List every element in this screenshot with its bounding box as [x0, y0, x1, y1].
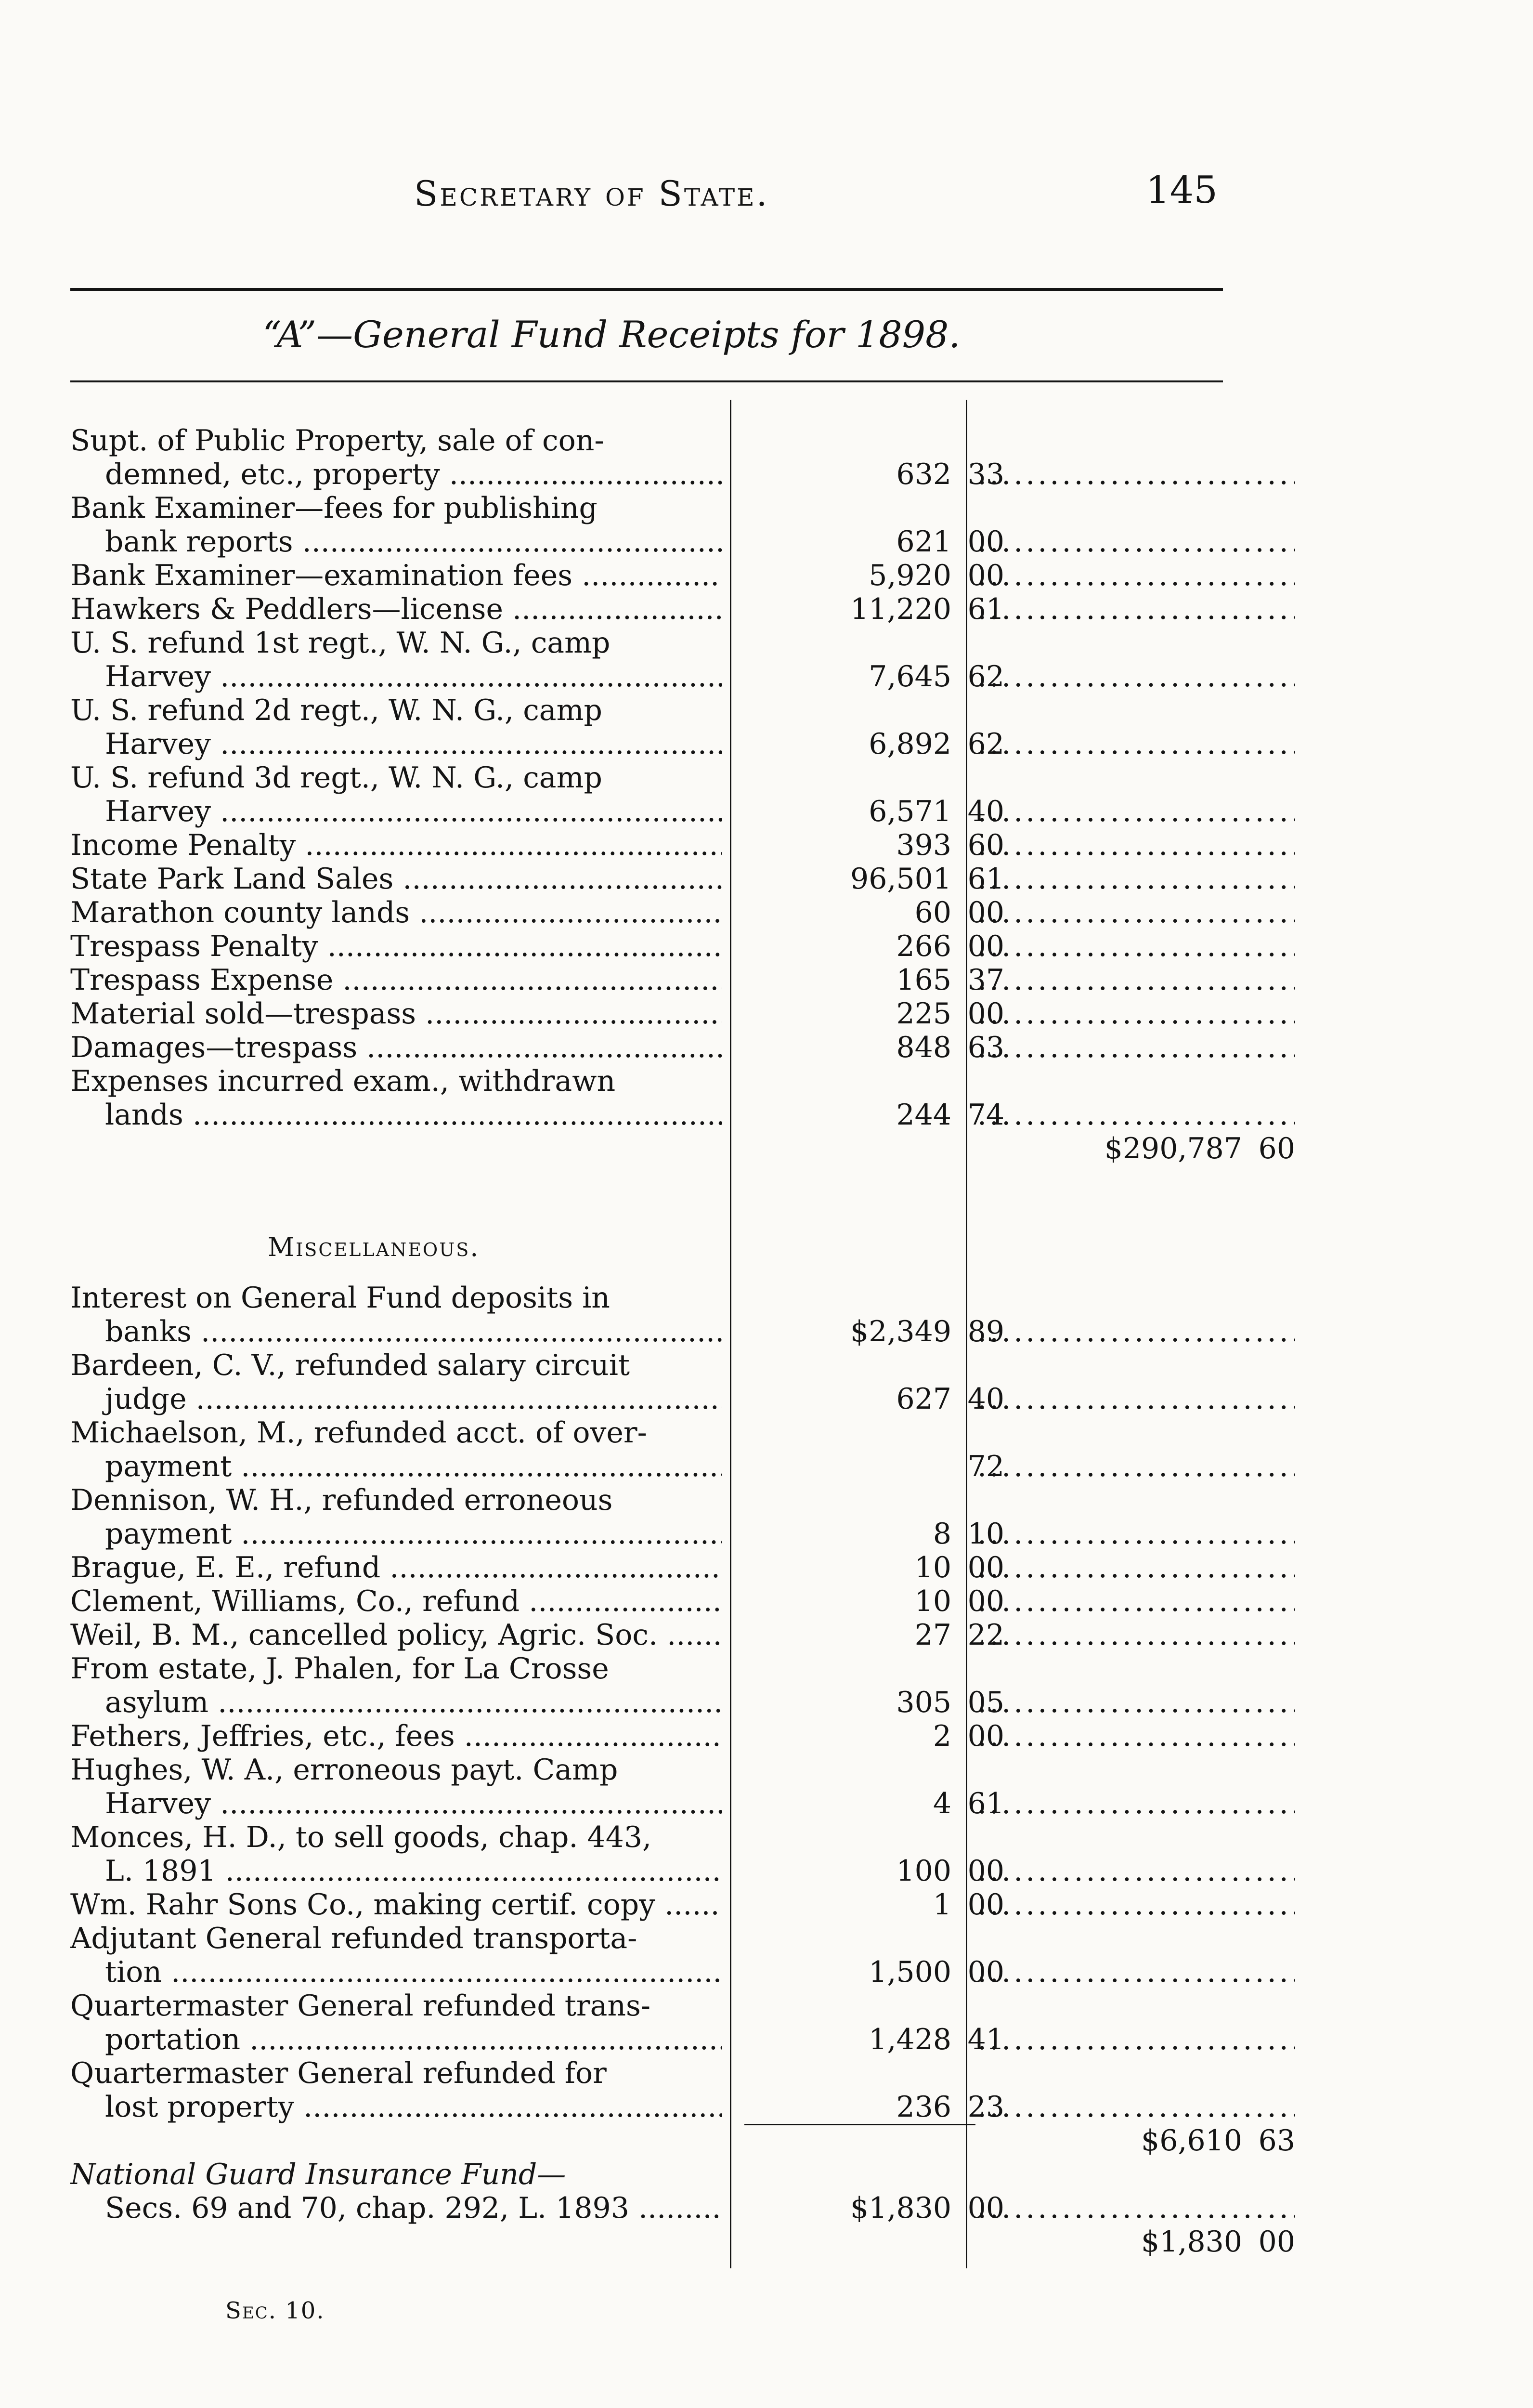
- item-amount: [744, 559, 1014, 592]
- dot-leader: [977, 929, 1295, 963]
- group1-row: [70, 862, 1226, 896]
- item-description: Income Penalty .....: [70, 828, 722, 862]
- item-amount: [744, 1382, 1014, 1416]
- amount-dollars: 60: [914, 896, 951, 929]
- item-amount: [744, 896, 1014, 929]
- item-description: Michaelson, M., refunded acct. of over-: [70, 1416, 647, 1450]
- amount-dollars: 244: [896, 1098, 951, 1132]
- total-cents: 00: [1258, 2225, 1295, 2259]
- item-amount: [744, 2191, 1014, 2225]
- item-description: Harvey .....: [70, 795, 722, 828]
- amount-cents: 37: [967, 963, 1004, 997]
- item-description: Clement, Williams, Co., refund .....: [70, 1584, 722, 1618]
- amount-dollars: 236: [896, 2090, 951, 2124]
- dot-leader: [977, 525, 1295, 559]
- running-header: Secretary of State.: [414, 173, 769, 214]
- item-amount: [744, 727, 1014, 761]
- group1-row: [70, 626, 1226, 660]
- group1-row: [70, 592, 1226, 626]
- amount-cents: 00: [967, 1854, 1004, 1888]
- dot-leader: [977, 559, 1295, 592]
- misc-row: [70, 1551, 1226, 1584]
- item-description: Adjutant General refunded transporta-: [70, 1922, 637, 1955]
- amount-cents: 60: [967, 828, 1004, 862]
- item-amount: [744, 828, 1014, 862]
- amount-dollars: 627: [896, 1382, 951, 1416]
- item-amount: [744, 997, 1014, 1031]
- dot-leader: [977, 727, 1295, 761]
- amount-cents: 00: [967, 559, 1004, 592]
- item-description: U. S. refund 1st regt., W. N. G., camp: [70, 626, 611, 660]
- total-amount: [977, 1132, 1295, 1165]
- group1-row: [70, 559, 1226, 592]
- table-title: “A”—General Fund Receipts for 1898.: [262, 313, 961, 356]
- amount-dollars: 7,645: [869, 660, 951, 694]
- misc-row: [70, 1348, 1226, 1382]
- item-description: Interest on General Fund deposits in: [70, 1281, 610, 1315]
- amount-dollars: 621: [896, 525, 951, 559]
- misc-row: [70, 1618, 1226, 1652]
- total-dollars: $6,610: [1141, 2124, 1242, 2158]
- item-description: State Park Land Sales .....: [70, 862, 722, 896]
- misc-total-row: [70, 2124, 1295, 2158]
- total-amount: [977, 2124, 1295, 2158]
- dot-leader: [977, 1382, 1295, 1416]
- amount-dollars: 225: [896, 997, 951, 1031]
- misc-row: [70, 1820, 1226, 1854]
- item-description: Hughes, W. A., erroneous payt. Camp: [70, 1753, 618, 1787]
- amount-dollars: 1,428: [869, 2023, 951, 2056]
- item-description: Material sold—trespass .....: [70, 997, 722, 1031]
- amount-dollars: 165: [896, 963, 951, 997]
- dot-leader: [977, 896, 1295, 929]
- amount-cents: 33: [967, 458, 1004, 491]
- item-description: Supt. of Public Property, sale of con-: [70, 424, 604, 458]
- misc-row: [70, 1922, 1226, 1955]
- item-description: Wm. Rahr Sons Co., making certif. copy .....: [70, 1888, 722, 1922]
- dot-leader: [977, 458, 1295, 491]
- national-guard-row: [70, 2191, 1226, 2225]
- misc-row: [70, 2056, 1226, 2090]
- amount-cents: 40: [967, 1382, 1004, 1416]
- group1-row: [70, 896, 1226, 929]
- item-description: banks .....: [70, 1315, 722, 1348]
- item-description: Trespass Expense .....: [70, 963, 722, 997]
- item-description: demned, etc., property .....: [70, 458, 722, 491]
- item-amount: [744, 1450, 1014, 1483]
- amount-dollars: 1: [933, 1888, 951, 1922]
- item-amount: [744, 1686, 1014, 1719]
- misc-row: [70, 1416, 1226, 1450]
- item-description: U. S. refund 2d regt., W. N. G., camp: [70, 694, 602, 727]
- amount-dollars: 10: [914, 1551, 951, 1584]
- item-amount: [744, 929, 1014, 963]
- amount-cents: 00: [967, 1719, 1004, 1753]
- misc-row: [70, 1854, 1226, 1888]
- amount-cents: 89: [967, 1315, 1004, 1348]
- item-description: Brague, E. E., refund .....: [70, 1551, 722, 1584]
- group1-total-row: [70, 1132, 1295, 1165]
- misc-row: [70, 2023, 1226, 2056]
- item-amount: [744, 1315, 1014, 1348]
- dot-leader: [977, 997, 1295, 1031]
- group1-row: [70, 694, 1226, 727]
- dot-leader: [977, 1031, 1295, 1064]
- item-amount: [744, 1517, 1014, 1551]
- item-description: Harvey .....: [70, 1787, 722, 1820]
- dot-leader: [977, 660, 1295, 694]
- item-description: Secs. 69 and 70, chap. 292, L. 1893 .....: [70, 2191, 722, 2225]
- dot-leader: [977, 2023, 1295, 2056]
- misc-row: [70, 1382, 1226, 1416]
- misc-row: [70, 1888, 1226, 1922]
- item-amount: [744, 2090, 1014, 2124]
- group1-row: [70, 1031, 1226, 1064]
- misc-row: [70, 2090, 1226, 2124]
- dot-leader: [977, 1315, 1295, 1348]
- group1-row: [70, 491, 1226, 525]
- group1-row: [70, 660, 1226, 694]
- amount-cents: 00: [967, 896, 1004, 929]
- dot-leader: [977, 1955, 1295, 1989]
- amount-dollars: 266: [896, 929, 951, 963]
- amount-dollars: 5,920: [869, 559, 951, 592]
- item-amount: [744, 2023, 1014, 2056]
- dot-leader: [977, 1551, 1295, 1584]
- item-amount: [744, 1719, 1014, 1753]
- amount-cents: 63: [967, 1031, 1004, 1064]
- misc-row: [70, 1584, 1226, 1618]
- dot-leader: [977, 1686, 1295, 1719]
- misc-row: [70, 1753, 1226, 1787]
- amount-cents: 00: [967, 2191, 1004, 2225]
- amount-dollars: 305: [896, 1686, 951, 1719]
- item-description: asylum .....: [70, 1686, 722, 1719]
- national-guard-total-row: [70, 2225, 1295, 2259]
- amount-cents: 22: [967, 1618, 1004, 1652]
- item-description: Fethers, Jeffries, etc., fees .....: [70, 1719, 722, 1753]
- dot-leader: [977, 1517, 1295, 1551]
- item-description: Marathon county lands .....: [70, 896, 722, 929]
- item-description: Weil, B. M., cancelled policy, Agric. Soc. .....: [70, 1618, 722, 1652]
- item-description: L. 1891 .....: [70, 1854, 722, 1888]
- subtotal-rule: [744, 2124, 975, 2125]
- total-dollars: $290,787: [1104, 1132, 1242, 1165]
- item-description: payment .....: [70, 1517, 722, 1551]
- item-amount: [744, 1787, 1014, 1820]
- group1-row: [70, 795, 1226, 828]
- group1-row: [70, 525, 1226, 559]
- amount-dollars: 10: [914, 1584, 951, 1618]
- item-description: Bank Examiner—fees for publishing: [70, 491, 598, 525]
- signature-mark: Sec. 10.: [225, 2297, 325, 2324]
- amount-dollars: 27: [914, 1618, 951, 1652]
- amount-dollars: 4: [933, 1787, 951, 1820]
- misc-row: [70, 1652, 1226, 1686]
- amount-cents: 62: [967, 660, 1004, 694]
- dot-leader: [977, 592, 1295, 626]
- dot-leader: [977, 1787, 1295, 1820]
- item-amount: [744, 525, 1014, 559]
- amount-dollars: $2,349: [850, 1315, 951, 1348]
- amount-cents: 00: [967, 929, 1004, 963]
- misc-row: [70, 1686, 1226, 1719]
- item-amount: [744, 1888, 1014, 1922]
- item-amount: [744, 458, 1014, 491]
- item-description: Expenses incurred exam., withdrawn: [70, 1064, 616, 1098]
- amount-dollars: 96,501: [850, 862, 951, 896]
- dot-leader: [977, 1618, 1295, 1652]
- amount-dollars: 393: [896, 828, 951, 862]
- item-amount: [744, 1955, 1014, 1989]
- amount-cents: 05: [967, 1686, 1004, 1719]
- dot-leader: [977, 1719, 1295, 1753]
- item-amount: [744, 795, 1014, 828]
- group1-row: [70, 828, 1226, 862]
- item-description: lost property .....: [70, 2090, 722, 2124]
- item-description: Trespass Penalty .....: [70, 929, 722, 963]
- misc-row: [70, 1955, 1226, 1989]
- section-heading-miscellaneous: Miscellaneous.: [268, 1232, 480, 1262]
- amount-cents: 00: [967, 1888, 1004, 1922]
- amount-cents: 00: [967, 525, 1004, 559]
- amount-cents: 00: [967, 997, 1004, 1031]
- amount-dollars: 2: [933, 1719, 951, 1753]
- item-amount: [744, 1854, 1014, 1888]
- dot-leader: [977, 963, 1295, 997]
- group1-row: [70, 1064, 1226, 1098]
- item-amount: [744, 963, 1014, 997]
- item-amount: [744, 862, 1014, 896]
- misc-row: [70, 1787, 1226, 1820]
- misc-row: [70, 1517, 1226, 1551]
- item-description: U. S. refund 3d regt., W. N. G., camp: [70, 761, 602, 795]
- item-description: Hawkers & Peddlers—license .....: [70, 592, 722, 626]
- item-description: Harvey .....: [70, 660, 722, 694]
- amount-dollars: 6,892: [869, 727, 951, 761]
- misc-row: [70, 1989, 1226, 2023]
- amount-dollars: 8: [933, 1517, 951, 1551]
- dot-leader: [977, 1584, 1295, 1618]
- amount-cents: 00: [967, 1584, 1004, 1618]
- header-rule: [70, 288, 1223, 291]
- item-description: lands .....: [70, 1098, 722, 1132]
- amount-cents: 61: [967, 862, 1004, 896]
- dot-leader: [977, 2090, 1295, 2124]
- dot-leader: [977, 1888, 1295, 1922]
- amount-dollars: 100: [896, 1854, 951, 1888]
- item-description: bank reports .....: [70, 525, 722, 559]
- amount-cents: 41: [967, 2023, 1004, 2056]
- section-heading-national-guard: National Guard Insurance Fund—: [70, 2158, 566, 2191]
- amount-dollars: 848: [896, 1031, 951, 1064]
- group1-row: [70, 997, 1226, 1031]
- dot-leader: [977, 1450, 1295, 1483]
- item-description: Quartermaster General refunded trans-: [70, 1989, 651, 2023]
- item-description: From estate, J. Phalen, for La Crosse: [70, 1652, 609, 1686]
- amount-cents: 00: [967, 1955, 1004, 1989]
- group1-row: [70, 727, 1226, 761]
- group1-row: [70, 1098, 1226, 1132]
- item-description: Monces, H. D., to sell goods, chap. 443,: [70, 1820, 652, 1854]
- item-description: Dennison, W. H., refunded erroneous: [70, 1483, 613, 1517]
- item-amount: [744, 592, 1014, 626]
- amount-cents: 61: [967, 1787, 1004, 1820]
- group1-row: [70, 761, 1226, 795]
- dot-leader: [977, 1098, 1295, 1132]
- item-amount: [744, 1584, 1014, 1618]
- item-description: Bardeen, C. V., refunded salary circuit: [70, 1348, 630, 1382]
- amount-cents: 23: [967, 2090, 1004, 2124]
- total-dollars: $1,830: [1141, 2225, 1242, 2259]
- amount-dollars: 632: [896, 458, 951, 491]
- misc-row: [70, 1719, 1226, 1753]
- amount-cents: 10: [967, 1517, 1004, 1551]
- item-description: Harvey .....: [70, 727, 722, 761]
- item-description: Quartermaster General refunded for: [70, 2056, 607, 2090]
- amount-cents: 74: [967, 1098, 1004, 1132]
- item-amount: [744, 660, 1014, 694]
- item-description: Bank Examiner—examination fees .....: [70, 559, 722, 592]
- amount-cents: 62: [967, 727, 1004, 761]
- dot-leader: [977, 862, 1295, 896]
- total-cents: 60: [1258, 1132, 1295, 1165]
- item-description: portation .....: [70, 2023, 722, 2056]
- dot-leader: [977, 828, 1295, 862]
- item-amount: [744, 1031, 1014, 1064]
- misc-row: [70, 1450, 1226, 1483]
- amount-cents: 00: [967, 1551, 1004, 1584]
- total-amount: [977, 2225, 1295, 2259]
- title-rule: [70, 380, 1223, 382]
- dot-leader: [977, 2191, 1295, 2225]
- amount-dollars: $1,830: [850, 2191, 951, 2225]
- group1-row: [70, 929, 1226, 963]
- misc-row: [70, 1281, 1226, 1315]
- item-description: tion .....: [70, 1955, 722, 1989]
- group1-row: [70, 424, 1226, 458]
- total-cents: 63: [1258, 2124, 1295, 2158]
- amount-dollars: 11,220: [850, 592, 951, 626]
- amount-cents: 40: [967, 795, 1004, 828]
- dot-leader: [977, 795, 1295, 828]
- page-number: 145: [1146, 169, 1218, 212]
- item-amount: [744, 1551, 1014, 1584]
- amount-dollars: 1,500: [869, 1955, 951, 1989]
- item-description: judge .....: [70, 1382, 722, 1416]
- receipts-table: [70, 424, 1295, 2259]
- misc-row: [70, 1483, 1226, 1517]
- group1-row: [70, 458, 1226, 491]
- item-description: Damages—trespass .....: [70, 1031, 722, 1064]
- spacer: [70, 1165, 1226, 1214]
- amount-dollars: 6,571: [869, 795, 951, 828]
- dot-leader: [977, 1854, 1295, 1888]
- item-amount: [744, 1098, 1014, 1132]
- national-guard-heading: [70, 2158, 1226, 2191]
- misc-row: [70, 1315, 1226, 1348]
- amount-cents: 72: [967, 1450, 1004, 1483]
- group1-row: [70, 963, 1226, 997]
- item-amount: [744, 1618, 1014, 1652]
- item-description: payment .....: [70, 1450, 722, 1483]
- amount-cents: 61: [967, 592, 1004, 626]
